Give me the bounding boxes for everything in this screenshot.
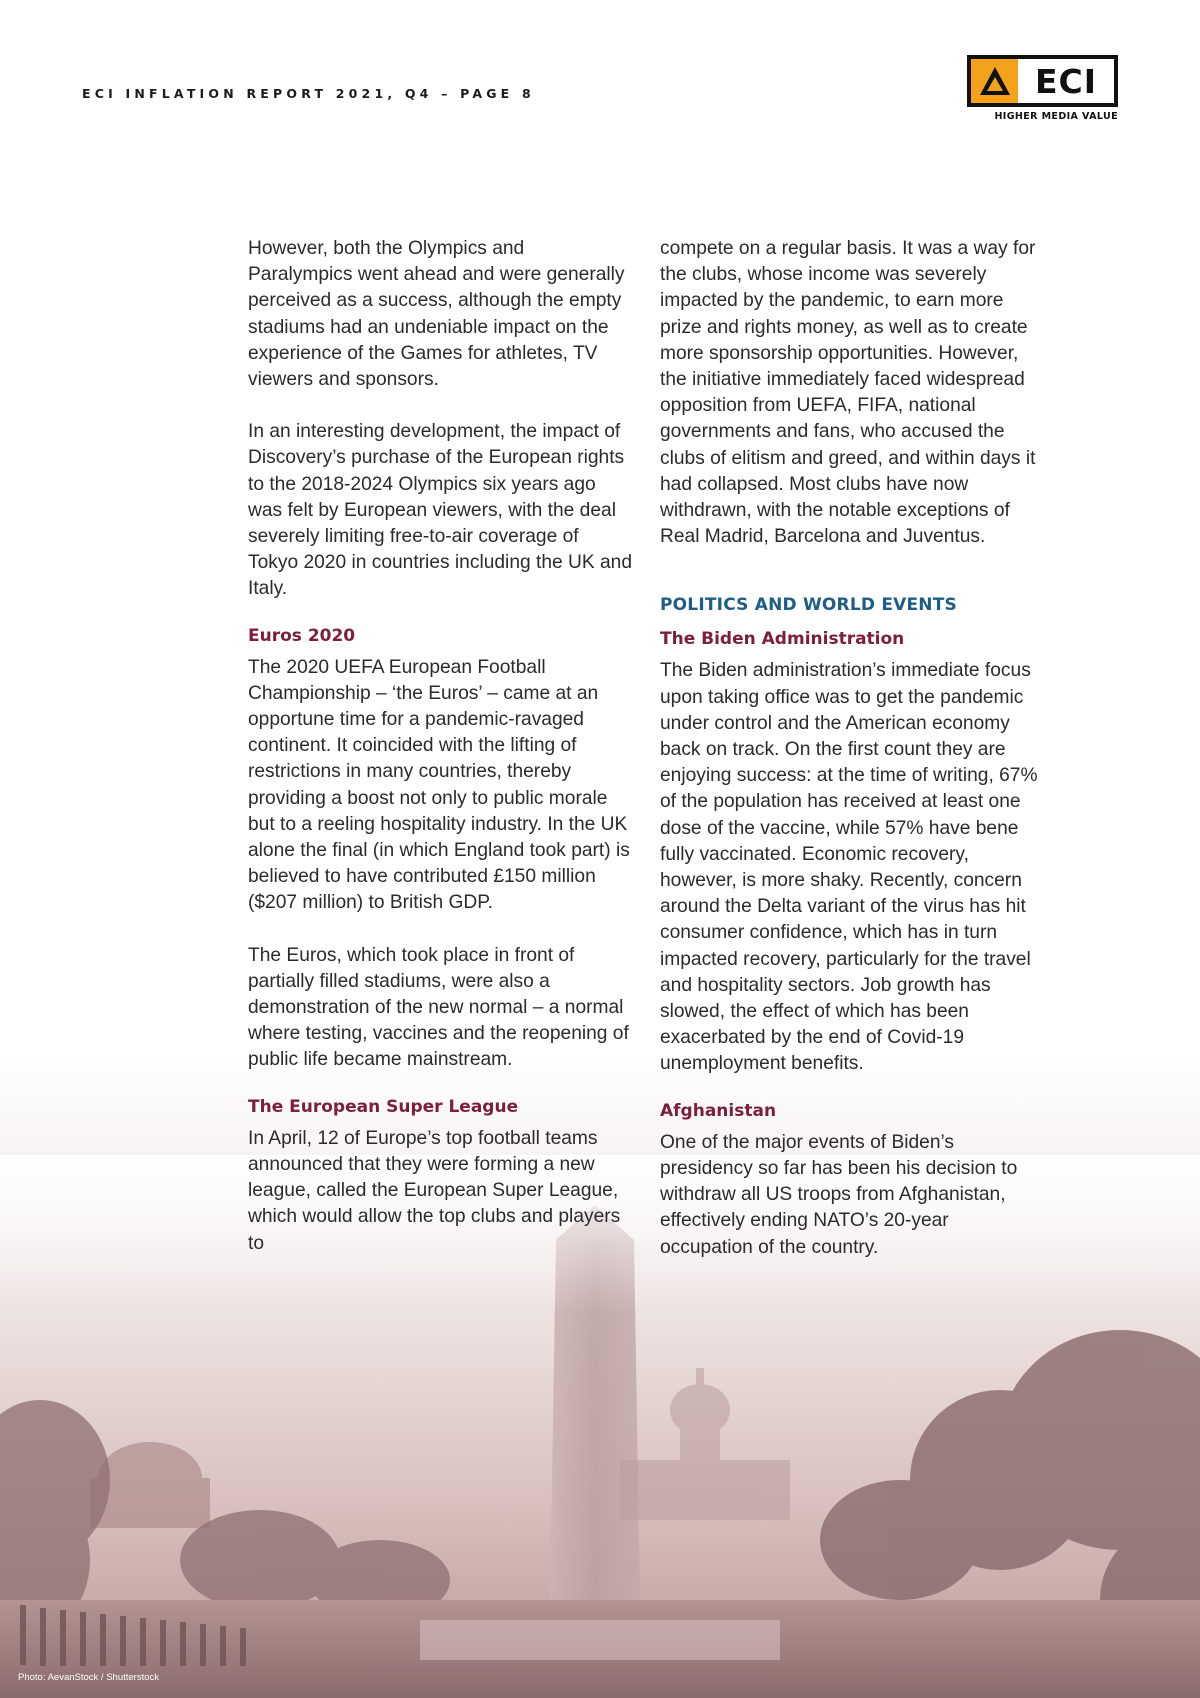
eci-logo (967, 55, 1118, 122)
photo-credit: Photo: AevanStock / Shutterstock (18, 1672, 159, 1683)
euros-paragraph-1: The 2020 UEFA European Football Championship – ‘the Euros’ – came at an opportune time for a pandemic-ravaged continent. It coincided with the lifting of restrictions in many countries, thereby providing a boost not only to public morale but to a reeling hospitality industry. In the UK alone the final (in which England took part) is believed to have contributed £150 million ($207 million) to British GDP. (248, 656, 630, 914)
afghanistan-heading: Afghanistan (660, 1100, 777, 1121)
politics-section-heading: POLITICS AND WORLD EVENTS (660, 595, 957, 616)
biden-paragraph: The Biden administration’s immediate focus upon taking office was to get the pandemic under control and the American economy back on track. On the first count they are enjoying success: at the time of writing, 67% of the population has received at least one dose of the vaccine, while 57% have bene fully vaccinated. Economic recovery, however, is more shaky. Recently, concern around the Delta variant of the virus has hit consumer confidence, which has in turn impacted recovery, particularly for the travel and hospitality sectors. Job growth has slowed, the effect of which has been exacerbated by the end of Covid-19 unemployment benefits. (660, 660, 1038, 1075)
report-header-title: ECI INFLATION REPORT 2021, Q4 – PAGE 8 (82, 86, 535, 101)
logo-tagline: HIGHER MEDIA VALUE (994, 111, 1118, 122)
logo-wordmark: ECI (1018, 59, 1114, 103)
right-column (660, 236, 1045, 1261)
left-column (248, 236, 633, 1257)
euros-paragraph-2: The Euros, which took place in front of partially filled stadiums, were also a demonstration of the new normal – a normal where testing, vaccines and the reopening of public life became mainstream. (248, 944, 629, 1071)
logo-triangle-icon (971, 59, 1018, 103)
discovery-paragraph: In an interesting development, the impact of Discovery’s purchase of the European rights to the 2018-2024 Olympics six years ago was felt by European viewers, with the deal severely limiting free-to-air coverage of Tokyo 2020 in countries including the UK and Italy. (248, 421, 632, 600)
euros-heading: Euros 2020 (248, 625, 356, 646)
super-league-paragraph-continued: compete on a regular basis. It was a way for the clubs, whose income was severely impacted by the pandemic, to earn more prize and rights money, as well as to create more sponsorship opportunities. However, the initiative immediately faced widespread opposition from UEFA, FIFA, national governments and fans, who accused the clubs of elitism and greed, and within days it had collapsed. Most clubs have now withdrawn, with the notable exceptions of Real Madrid, Barcelona and Juventus. (660, 238, 1036, 548)
afghanistan-paragraph: One of the major events of Biden’s presidency so far has been his decision to withdraw all US troops from Afghanistan, effectively ending NATO’s 20-year occupation of the country. (660, 1131, 1018, 1258)
olympics-paragraph: However, both the Olympics and Paralympics went ahead and were generally perceived as a success, although the empty stadiums had an undeniable impact on the experience of the Games for athletes, TV viewers and sponsors. (248, 238, 625, 391)
super-league-heading: The European Super League (248, 1096, 519, 1117)
biden-heading: The Biden Administration (660, 629, 905, 650)
super-league-paragraph: In April, 12 of Europe’s top football teams announced that they were forming a new league, called the European Super League, which would allow the top clubs and players to (248, 1127, 621, 1254)
logo-frame (967, 55, 1118, 107)
